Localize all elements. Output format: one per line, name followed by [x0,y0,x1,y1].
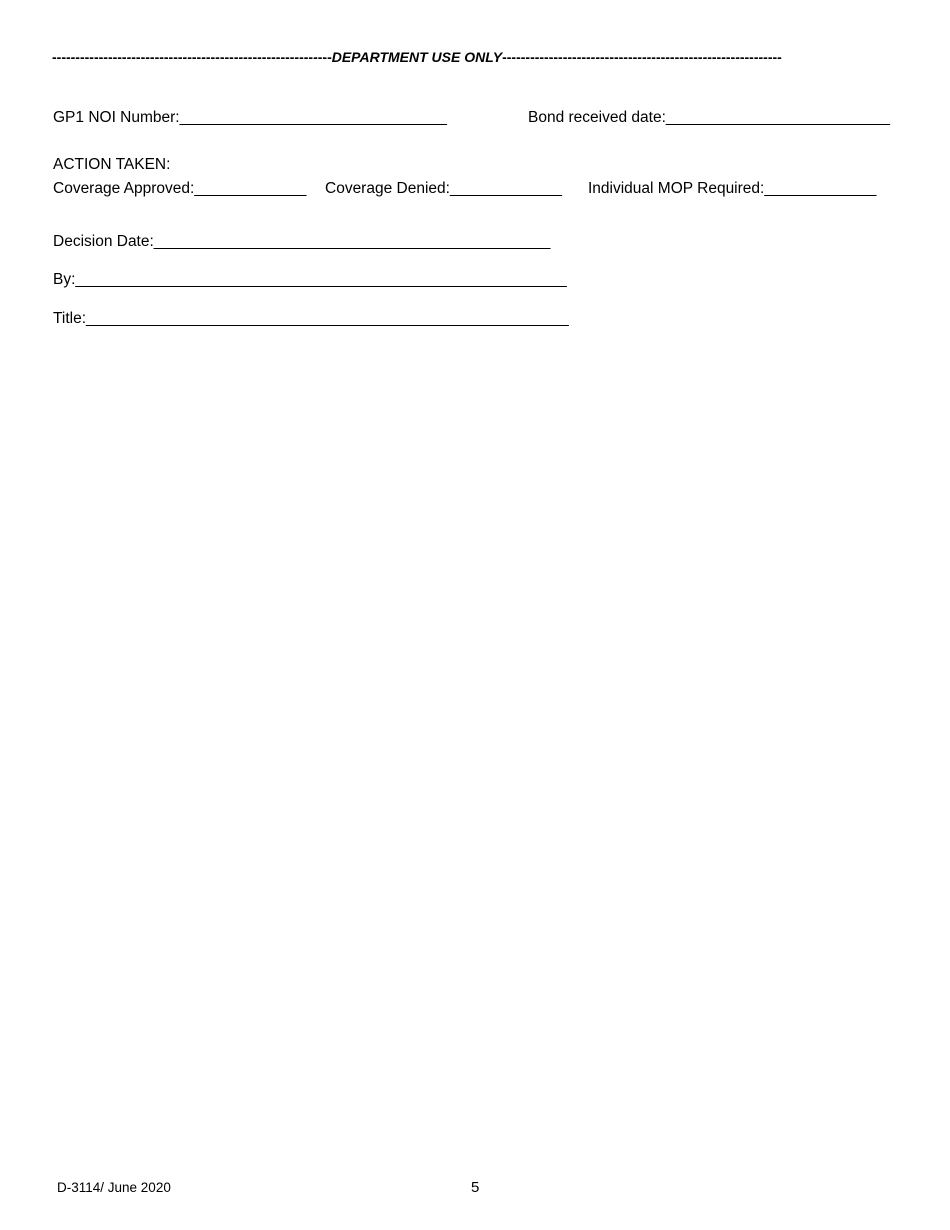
header-title: DEPARTMENT USE ONLY [331,49,503,65]
coverage-denied-blank[interactable]: _____________ [449,180,563,197]
decision-date-field[interactable] [53,233,550,251]
noi-number-field[interactable] [53,109,447,127]
individual-mop-required-field[interactable] [588,180,876,198]
action-taken-heading: ACTION TAKEN: [53,156,171,173]
individual-mop-required-blank[interactable]: _____________ [764,180,877,197]
page-number: 5 [471,1179,480,1196]
department-use-header [52,49,884,65]
noi-number-blank[interactable]: _______________________________ [179,109,447,126]
title-field[interactable] [53,310,569,328]
header-dashes-right: ------------------------------------------------------------ [502,49,782,65]
form-id-footer: D-3114/ June 2020 [57,1180,171,1195]
by-label: By: [53,271,76,288]
coverage-denied-field[interactable] [325,180,562,198]
coverage-approved-blank[interactable]: _____________ [194,180,307,197]
title-label: Title: [53,310,87,327]
bond-received-date-label: Bond received date: [528,109,666,126]
coverage-denied-label: Coverage Denied: [325,180,450,197]
by-blank[interactable]: _________________________________________________________ [75,271,567,288]
bond-received-date-field[interactable] [528,109,890,127]
coverage-approved-field[interactable] [53,180,306,198]
decision-date-label: Decision Date: [53,233,154,250]
bond-received-date-blank[interactable]: __________________________ [665,109,891,126]
header-dashes-left: ------------------------------------------------------------ [52,49,332,65]
individual-mop-required-label: Individual MOP Required: [588,180,765,197]
by-field[interactable] [53,271,567,289]
decision-date-blank[interactable]: ______________________________________________ [153,233,551,250]
coverage-approved-label: Coverage Approved: [53,180,195,197]
noi-number-label: GP1 NOI Number: [53,109,180,126]
title-blank[interactable]: ________________________________________________________ [86,310,569,327]
